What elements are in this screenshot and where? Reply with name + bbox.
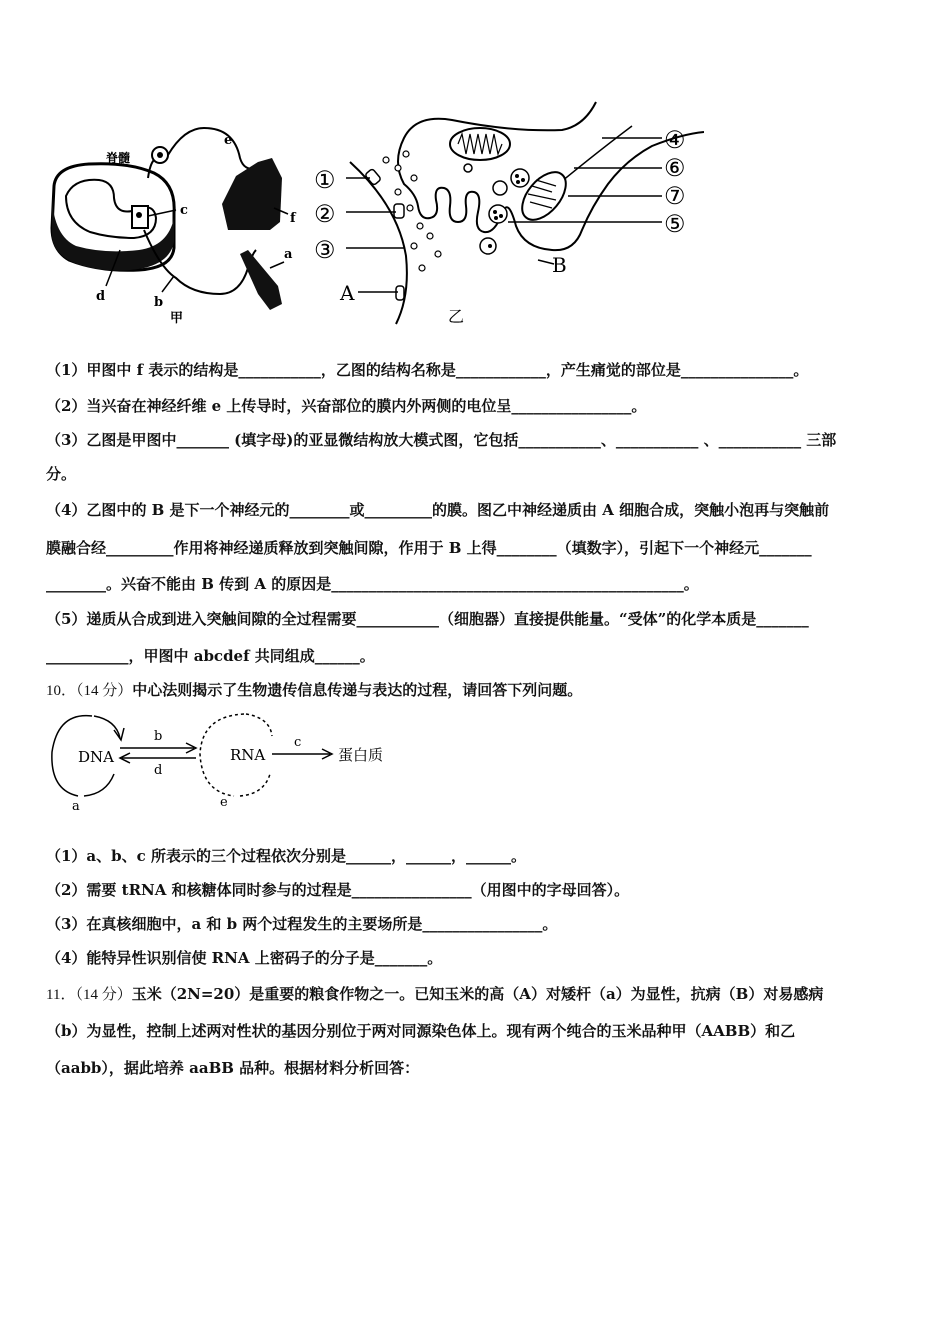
label-3: ③ bbox=[314, 236, 336, 264]
label-a: a bbox=[284, 247, 293, 262]
label-process-c: c bbox=[294, 735, 302, 750]
q9-item-3-cont: 分。 bbox=[46, 465, 77, 483]
q9-item-4-cont2: ________。兴奋不能由 B 传到 A 的原因是_______________________________________________。 bbox=[46, 575, 699, 593]
q11-line-2: （b）为显性，控制上述两对性状的基因分别位于两对同源染色体上。现有两个纯合的玉米品种甲（AABB）和乙 bbox=[46, 1022, 796, 1040]
node-protein: 蛋白质 bbox=[338, 746, 384, 764]
q9-item-5-cont: ___________，甲图中 abcdef 共同组成______。 bbox=[46, 647, 375, 665]
q11-points: （14 分） bbox=[75, 987, 132, 1003]
effector-f bbox=[222, 158, 282, 230]
q9-item-4-cont1: 膜融合经_________作用将神经递质释放到突触间隙，作用于 B 上得________（填数字），引起下一个神经元_______ bbox=[46, 539, 812, 557]
label-5: ⑤ bbox=[664, 210, 686, 238]
label-c: c bbox=[180, 203, 188, 218]
q11-line-3: （aabb），据此培养 aaBB 品种。根据材料分析回答： bbox=[46, 1059, 420, 1077]
node-dna: DNA bbox=[78, 748, 114, 766]
q10-item-2: （2）需要 tRNA 和核糖体同时参与的过程是________________（用图中的字母回答）。 bbox=[46, 881, 630, 899]
label-6: ⑥ bbox=[664, 154, 686, 182]
label-2: ② bbox=[314, 200, 336, 228]
central-dogma-diagram bbox=[44, 708, 404, 812]
vesicle bbox=[489, 205, 507, 223]
vesicle bbox=[511, 169, 529, 187]
q10-item-1: （1）a、b、c 所表示的三个过程依次分别是______，______，______。 bbox=[46, 847, 527, 865]
label-process-e: e bbox=[220, 795, 228, 810]
label-7: ⑦ bbox=[664, 182, 686, 210]
node-rna: RNA bbox=[230, 746, 266, 764]
q9-item-4: （4）乙图中的 B 是下一个神经元的________或_________的膜。图乙中神经递质由 A 细胞合成，突触小泡再与突触前 bbox=[46, 501, 830, 519]
label-4: ④ bbox=[664, 126, 686, 154]
q9-item-2: （2）当兴奋在神经纤维 e 上传导时，兴奋部位的膜内外两侧的电位呈________________。 bbox=[46, 397, 647, 415]
label-process-b: b bbox=[154, 729, 163, 744]
label-spinal-cord: 脊髓 bbox=[106, 151, 131, 165]
q10-number: 10． bbox=[46, 683, 77, 699]
q11-number: 11． bbox=[46, 987, 76, 1003]
label-process-a: a bbox=[72, 799, 80, 812]
q9-item-5: （5）递质从合成到进入突触间隙的全过程需要___________（细胞器）直接提供能量。“受体”的化学本质是_______ bbox=[46, 610, 809, 628]
label-e: e bbox=[224, 133, 233, 148]
q9-item-1: （1）甲图中 f 表示的结构是___________，乙图的结构名称是____________，产生痛觉的部位是_______________。 bbox=[46, 361, 809, 379]
q10-stem-text: 中心法则揭示了生物遗传信息传递与表达的过程，请回答下列问题。 bbox=[132, 681, 583, 699]
caption-yi: 乙 bbox=[448, 307, 465, 326]
label-f: f bbox=[290, 211, 296, 226]
caption-jia: 甲 bbox=[170, 311, 184, 326]
mitochondrion bbox=[450, 128, 510, 160]
figure-jia-reflex-arc bbox=[44, 118, 316, 330]
q11-stem bbox=[46, 984, 916, 1005]
receptor-a bbox=[240, 250, 282, 310]
q11-line-1: 玉米（2N=20）是重要的粮食作物之一。已知玉米的高（A）对矮杆（a）为显性，抗病（B）对易感病 bbox=[131, 985, 824, 1003]
q10-item-4: （4）能特异性识别信使 RNA 上密码子的分子是_______。 bbox=[46, 949, 443, 967]
label-B: B bbox=[552, 253, 567, 277]
q9-item-3: （3）乙图是甲图中_______ (填字母)的亚显微结构放大模式图，它包括___________、___________ 、___________ 三部 bbox=[46, 431, 837, 449]
label-process-d: d bbox=[154, 763, 163, 778]
q10-points: （14 分） bbox=[76, 683, 133, 699]
label-d: d bbox=[96, 289, 106, 304]
q10-stem bbox=[46, 680, 916, 701]
neurotransmitter-dots bbox=[383, 151, 441, 271]
q10-item-3: （3）在真核细胞中，a 和 b 两个过程发生的主要场所是________________。 bbox=[46, 915, 558, 933]
label-A: A bbox=[340, 281, 355, 305]
label-b: b bbox=[154, 295, 164, 310]
figure-yi-synapse bbox=[312, 96, 704, 328]
vesicle bbox=[493, 181, 507, 195]
label-1: ① bbox=[314, 166, 336, 194]
